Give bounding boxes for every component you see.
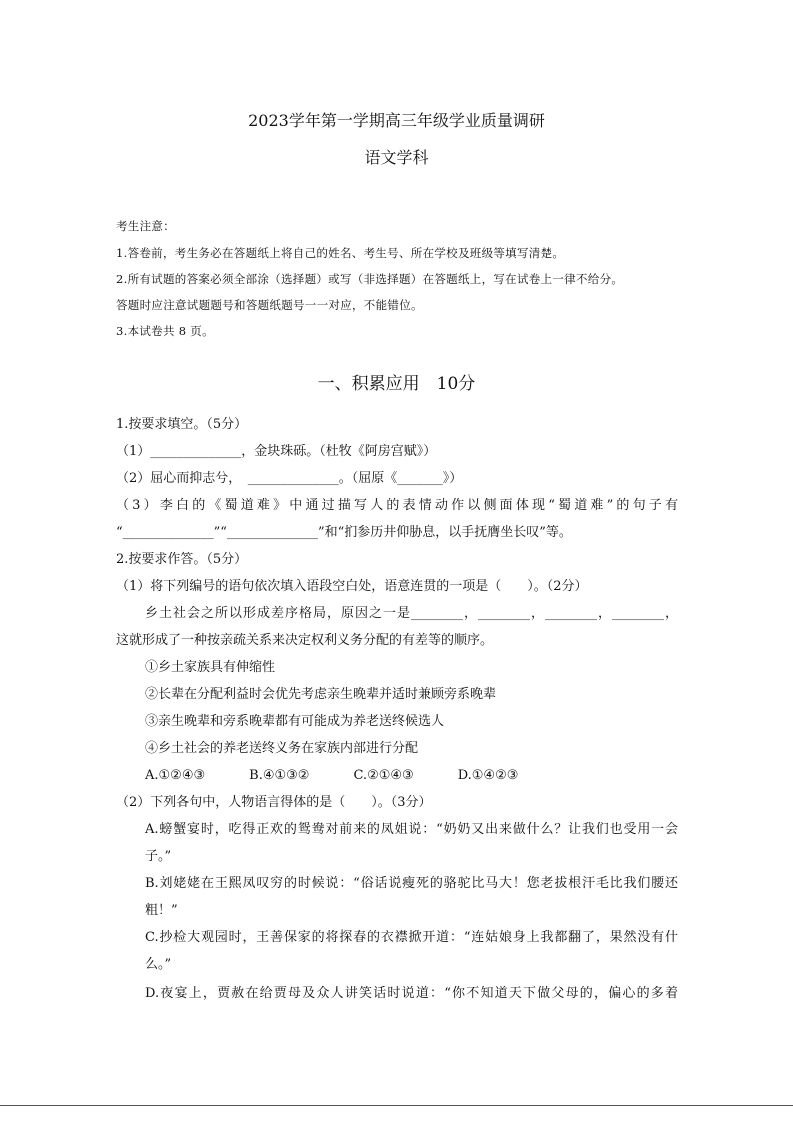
q1-sub-1: （1）______________，金块珠砾。（杜牧《阿房宫赋》） (116, 444, 437, 459)
notice-item-3: 3.本试卷共 8 页。 (116, 324, 214, 338)
q1-stem: 1.按要求填空。（5分） (116, 417, 248, 432)
q2-option-c: C.②①④③ (353, 768, 414, 783)
q2-sentence-2: ②长辈在分配利益时会优先考虑亲生晚辈并适时兼顾旁系晚辈 (145, 687, 497, 702)
q2-answer-c-line-2: 么。” (145, 957, 172, 972)
q2-part-2-stem: （2）下列各句中，人物语言得体的是（ ）。（3分） (116, 795, 432, 810)
q2-answer-c-line-1: C.抄检大观园时，王善保家的将探春的衣襟掀开道：“连姑娘身上我都翻了，果然没有什 (145, 930, 678, 945)
q1-sub-3-line-1: （3）李白的《蜀道难》中通过描写人的表情动作以侧面体现“蜀道难”的句子有 (116, 498, 678, 513)
q2-answer-d-line-1: D.夜宴上，贾赦在给贾母及众人讲笑话时说道：“你不知道天下做父母的，偏心的多着 (145, 986, 678, 1001)
exam-subject: 语文学科 (364, 148, 429, 167)
exam-title: 2023学年第一学期高三年级学业质量调研 (248, 111, 545, 130)
q2-passage-line-1: 乡土社会之所以形成差序格局，原因之一是________，________，________，________， (145, 606, 678, 621)
q2-part-1-stem: （1）将下列编号的语句依次填入语段空白处，语意连贯的一项是（ ）。（2分） (116, 579, 588, 594)
q2-passage-line-2: 这就形成了一种按亲疏关系来决定权利义务分配的有差等的顺序。 (116, 633, 494, 648)
notice-item-2-continued: 答题时应注意试题题号和答题纸题号一一对应，不能错位。 (116, 298, 423, 312)
page-bottom-rule (0, 1105, 793, 1106)
q2-sentence-1: ①乡土家族具有伸缩性 (145, 660, 276, 675)
notice-item-2: 2.所有试题的答案必须全部涂（选择题）或写（非选择题）在答题纸上，写在试卷上一律不给分。 (116, 272, 624, 286)
q2-answer-b-line-2: 粗！” (145, 903, 178, 918)
notice-heading: 考生注意： (116, 219, 175, 233)
q2-sentence-4: ④乡土社会的养老送终义务在家族内部进行分配 (145, 741, 419, 756)
q2-answer-b-line-1: B.刘姥姥在王熙凤叹穷的时候说：“俗话说瘦死的骆驼比马大！您老拔根汗毛比我们腰还 (145, 876, 678, 891)
q2-option-d: D.①④②③ (457, 768, 519, 783)
q2-option-a: A.①②④③ (145, 768, 206, 783)
q2-sentence-3: ③亲生晚辈和旁系晚辈都有可能成为养老送终候选人 (145, 714, 445, 729)
q2-answer-a-line-2: 子。” (145, 849, 172, 864)
q2-answer-a-line-1: A.螃蟹宴时，吃得正欢的鸳鸯对前来的凤姐说：“奶奶又出来做什么？让我们也受用一会 (145, 822, 678, 837)
q1-sub-2: （2）屈心而抑志兮， ______________。（屈原《_______》） (116, 471, 463, 486)
q1-sub-3-line-2: “______________”“______________”和“扪参历井仰胁息，以手抚膺坐长叹”等。 (116, 525, 572, 540)
q2-option-b: B.④①③② (249, 768, 310, 783)
q2-stem: 2.按要求作答。（5分） (116, 552, 248, 567)
section-1-title: 一、积累应用 10分 (317, 374, 476, 394)
notice-item-1: 1.答卷前，考生务必在答题纸上将自己的姓名、考生号、所在学校及班级等填写清楚。 (116, 246, 565, 260)
q2-options-row (145, 768, 518, 784)
